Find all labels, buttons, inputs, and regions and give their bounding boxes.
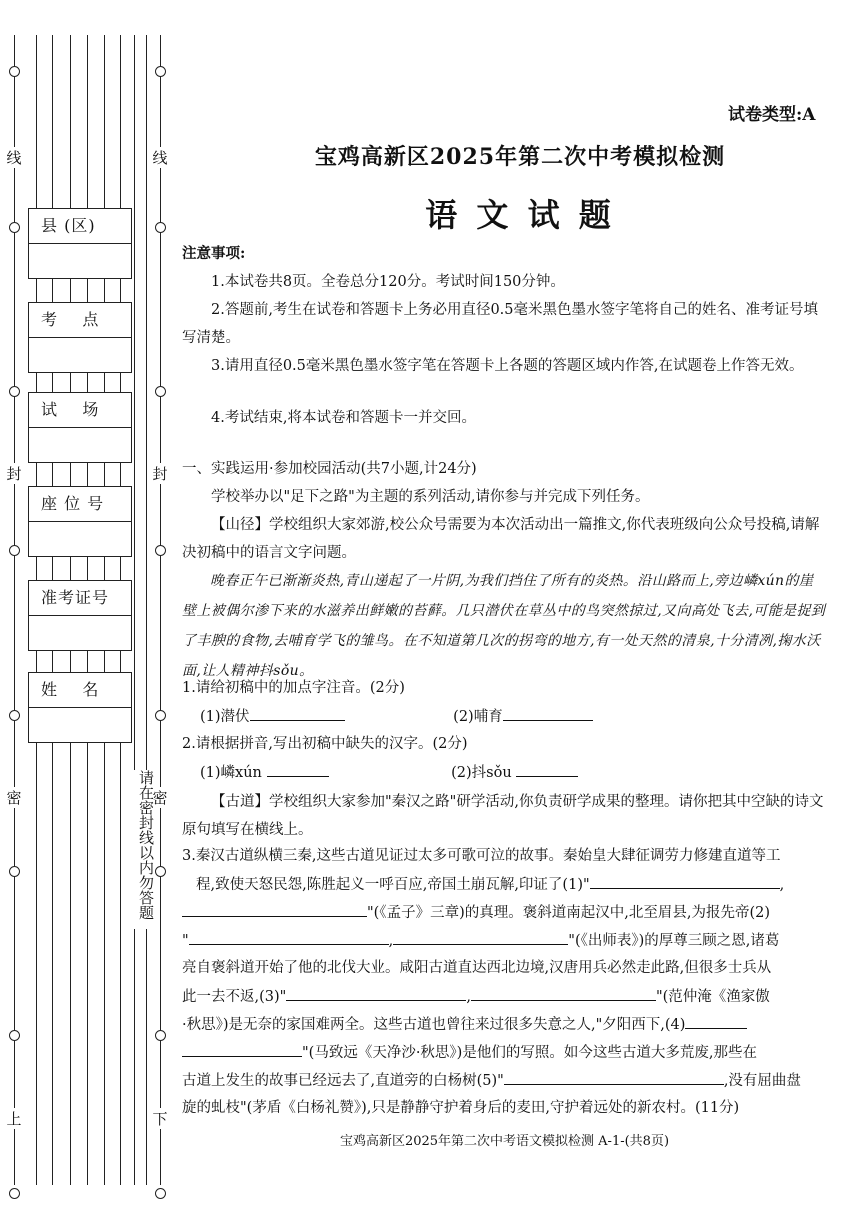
exam-title: 宝鸡高新区2025年第二次中考模拟检测 — [314, 144, 726, 170]
seal-char-right-2: 封 — [152, 465, 168, 483]
q3-text-9b: ,没有屈曲盘 — [723, 1073, 801, 1089]
seal-char-right-4: 下 — [152, 1110, 168, 1128]
question-1: 1.请给初稿中的加点字注音。(2分) — [182, 680, 405, 696]
q2-answer-a[interactable] — [267, 758, 329, 777]
q3-line-2: 程,致使天怒民怨,陈胜起义一呼百应,帝国土崩瓦解,印证了(1)" , — [182, 870, 841, 899]
seal-char-left-4: 上 — [6, 1110, 22, 1128]
q3-blank-3a[interactable] — [286, 982, 466, 1001]
q3-text-6: 此一去不返,(3)" — [182, 989, 287, 1005]
seal-char-left-1: 线 — [6, 149, 22, 167]
subject-title: 语 文 试 题 — [425, 196, 615, 234]
q3-blank-3b[interactable] — [471, 982, 656, 1001]
q3-text-2: 程,致使天怒民怨,陈胜起义一呼百应,帝国土崩瓦解,印证了(1)" — [196, 877, 590, 893]
notice-item-4: 4.考试结束,将本试卷和答题卡一并交回。 — [211, 410, 476, 426]
exam-site-label: 考 点 — [29, 303, 131, 338]
q3-blank-1b[interactable] — [182, 898, 367, 917]
q3-line-9 — [182, 1066, 827, 1095]
seal-char-right-3: 密 — [152, 789, 168, 807]
name-field[interactable] — [28, 672, 132, 743]
county-label: 县 (区) — [29, 209, 131, 244]
admission-number-label: 准考证号 — [29, 581, 131, 616]
q3-line-8 — [182, 1038, 827, 1067]
seal-char-left-2: 封 — [6, 465, 22, 483]
q3-line-7 — [182, 1010, 827, 1039]
shanjing-task: 【山径】学校组织大家郊游,校公众号需要为本次活动出一篇推文,你代表班级向公众号投稿,请解决初稿中的语言文字问题。 — [182, 517, 820, 561]
seal-warning-text: 请在密封线以内勿答题 — [137, 770, 155, 920]
q3-text-9: 古道上发生的故事已经远去了,直道旁的白杨树(5)" — [182, 1073, 504, 1089]
q3-text-4: "(《出师表》)的厚尊三顾之恩,诸葛 — [568, 933, 780, 949]
seal-char-left-3: 密 — [6, 789, 22, 807]
seat-number-label: 座 位 号 — [29, 487, 131, 522]
q3-text-3: "(《孟子》三章)的真理。褒斜道南起汉中,北至眉县,为报先帝(2) — [367, 905, 770, 921]
draft-passage: 晚春正午已渐渐炎热,青山递起了一片阴,为我们挡住了所有的炎热。沿山路而上,旁边嶙xún的崖壁上被偶尔渗下来的水滋养出鲜嫩的苔藓。几只潜伏在草丛中的鸟突然掠过,又向高处飞去,可能是捉到了丰腴的食物,去哺育学飞的雏鸟。在不知道第几次的拐弯的地方,有一处天然的清泉,十分清冽,掬水沃面,让人精神抖sǒu。 — [182, 573, 826, 679]
q1-answer-b[interactable] — [503, 702, 593, 721]
q3-blank-4b[interactable] — [182, 1038, 302, 1057]
notice-item-3: 3.请用直径0.5毫米黑色墨水签字笔在答题卡上各题的答题区域内作答,在试题卷上作答无效。 — [211, 358, 804, 374]
q2-answer-b[interactable] — [516, 758, 578, 777]
q1-answer-a[interactable] — [250, 702, 345, 721]
seat-number-field[interactable] — [28, 486, 132, 557]
exam-room-field[interactable] — [28, 392, 132, 463]
notice-item-1: 1.本试卷共8页。全卷总分120分。考试时间150分钟。 — [211, 274, 565, 290]
notice-heading: 注意事项: — [182, 245, 246, 262]
q3-line-4: " , "(《出师表》)的厚尊三顾之恩,诸葛 — [182, 926, 827, 955]
q3-line-5: 亮自褒斜道开始了他的北伐大业。咸阳古道直达西北边境,汉唐用兵必然走此路,但很多士兵从 — [182, 960, 772, 976]
notice-item-2: 2.答题前,考生在试卷和答题卡上务必用直径0.5毫米黑色墨水签字笔将自己的姓名、准考证号填写清楚。 — [182, 302, 818, 346]
gudao-task: 【古道】学校组织大家参加"秦汉之路"研学活动,你负责研学成果的整理。请你把其中空缺的诗文原句填写在横线上。 — [182, 794, 824, 838]
question-1-items — [182, 702, 827, 731]
question-2: 2.请根据拼音,写出初稿中缺失的汉字。(2分) — [182, 736, 468, 752]
q3-blank-1a[interactable] — [590, 870, 780, 889]
q3-text-6b: "(范仲淹《渔家傲 — [655, 989, 770, 1005]
q3-blank-2a[interactable] — [189, 926, 389, 945]
q3-text-7: ·秋思》)是无奈的家国难两全。这些古道也曾往来过很多失意之人,"夕阳西下,(4) — [182, 1017, 686, 1033]
q3-blank-2b[interactable] — [393, 926, 568, 945]
q3-text-8: "(马致远《天净沙·秋思》)是他们的写照。如今这些古道大多荒废,那些在 — [302, 1045, 757, 1061]
q3-line-1: 3.秦汉古道纵横三秦,这些古道见证过太多可歌可泣的故事。秦始皇大肆征调劳力修建直道等工 — [182, 848, 781, 864]
section-heading: 一、实践运用·参加校园活动(共7小题,计24分) — [182, 461, 477, 477]
q3-blank-4a[interactable] — [685, 1010, 747, 1029]
exam-site-field[interactable] — [28, 302, 132, 373]
q1-item-b: (2)哺育 — [453, 709, 503, 725]
exam-type: 试卷类型:A — [728, 105, 816, 125]
page-footer: 宝鸡高新区2025年第二次中考语文模拟检测 A-1-(共8页) — [339, 1134, 670, 1149]
q3-blank-5[interactable] — [504, 1066, 724, 1085]
seal-warning — [132, 770, 155, 929]
question-2-items — [182, 758, 827, 787]
seal-char-right-1: 线 — [152, 149, 168, 167]
exam-room-label: 试 场 — [29, 393, 131, 428]
q2-item-a: (1)嶙xún — [200, 765, 262, 781]
q2-item-b: (2)抖sǒu — [451, 765, 512, 781]
section-intro: 学校举办以"足下之路"为主题的系列活动,请你参与并完成下列任务。 — [211, 489, 650, 505]
q3-line-10: 旋的虬枝"(茅盾《白杨礼赞》),只是静静守护着身后的麦田,守护着远处的新农村。(11分) — [182, 1100, 740, 1116]
name-label: 姓 名 — [29, 673, 131, 708]
q3-line-6: 此一去不返,(3)" , "(范仲淹《渔家傲 — [182, 982, 827, 1011]
q3-line-3 — [182, 898, 827, 927]
admission-number-field[interactable] — [28, 580, 132, 651]
q1-item-a: (1)潜伏 — [200, 709, 250, 725]
